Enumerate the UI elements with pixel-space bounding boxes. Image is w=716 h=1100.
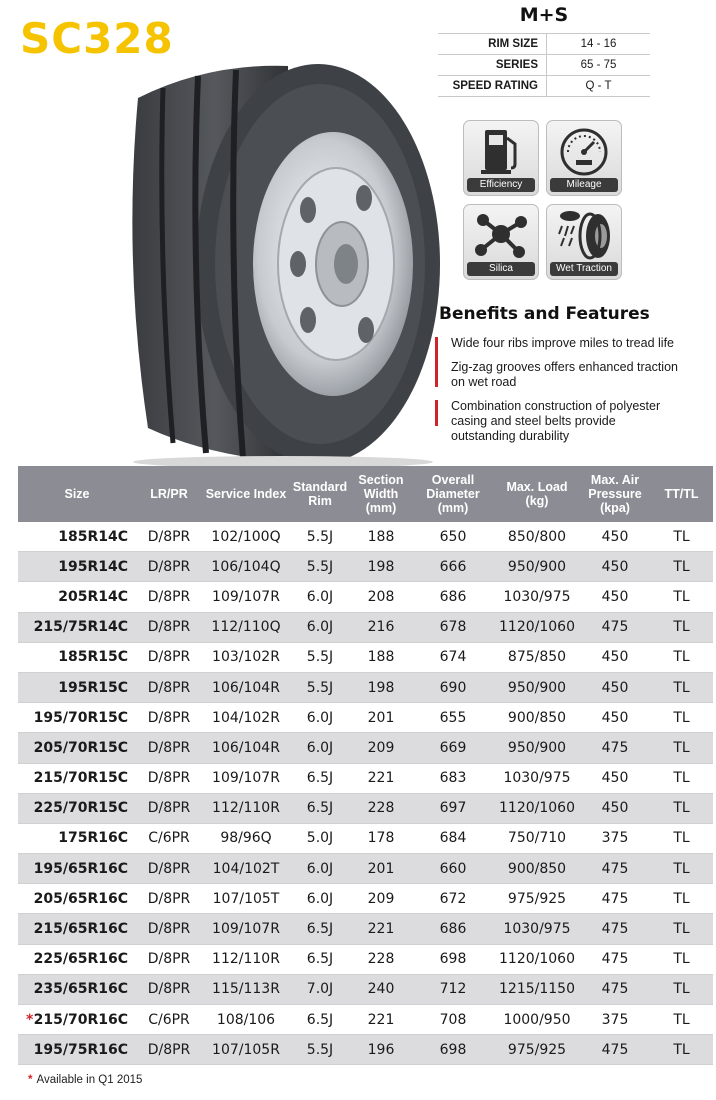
table-cell: 950/900 — [494, 552, 580, 582]
table-cell: 109/107R — [202, 763, 290, 793]
table-cell: 240 — [350, 974, 412, 1004]
column-header: TT/TL — [650, 466, 713, 522]
table-cell: 112/110Q — [202, 612, 290, 642]
table-cell: 666 — [412, 552, 494, 582]
table-cell: 221 — [350, 914, 412, 944]
table-cell: 6.5J — [290, 944, 350, 974]
table-cell: 5.5J — [290, 522, 350, 552]
column-header: Section Width (mm) — [350, 466, 412, 522]
size-cell — [18, 854, 136, 884]
table-row — [18, 884, 713, 914]
table-cell: 900/850 — [494, 854, 580, 884]
size-label: 195/70R15C — [33, 709, 128, 726]
table-cell: 475 — [580, 854, 650, 884]
table-cell: 6.0J — [290, 884, 350, 914]
table-cell: D/8PR — [136, 552, 202, 582]
table-cell: 103/102R — [202, 642, 290, 672]
table-cell: 196 — [350, 1035, 412, 1065]
size-cell — [18, 552, 136, 582]
table-cell: 655 — [412, 703, 494, 733]
table-cell: 6.0J — [290, 582, 350, 612]
table-cell: D/8PR — [136, 763, 202, 793]
table-row — [18, 733, 713, 763]
table-row — [18, 1005, 713, 1035]
table-cell: 686 — [412, 914, 494, 944]
table-cell: 375 — [580, 1005, 650, 1035]
table-cell: 975/925 — [494, 1035, 580, 1065]
size-cell — [18, 944, 136, 974]
table-cell: 6.0J — [290, 854, 350, 884]
spec-label: SERIES — [438, 55, 547, 76]
footnote-marker: * — [28, 1074, 33, 1086]
table-cell: 221 — [350, 1005, 412, 1035]
table-cell: 975/925 — [494, 884, 580, 914]
table-cell: TL — [650, 974, 713, 1004]
table-cell: D/8PR — [136, 854, 202, 884]
benefits-list — [435, 336, 680, 453]
table-cell: 104/102R — [202, 703, 290, 733]
table-cell: 1215/1150 — [494, 974, 580, 1004]
spec-value: 65 - 75 — [547, 55, 651, 76]
tire-image — [118, 58, 448, 470]
footnote — [28, 1074, 142, 1086]
table-cell: D/8PR — [136, 733, 202, 763]
table-cell: TL — [650, 672, 713, 702]
size-label: 185R15C — [58, 649, 128, 666]
table-cell: 109/107R — [202, 914, 290, 944]
table-cell: D/8PR — [136, 1035, 202, 1065]
size-label: 195/65R16C — [33, 860, 128, 877]
size-cell — [18, 1035, 136, 1065]
spec-title: M+S — [519, 4, 569, 26]
table-cell: 1120/1060 — [494, 612, 580, 642]
table-cell: TL — [650, 522, 713, 552]
spec-row — [438, 76, 650, 97]
table-cell: 672 — [412, 884, 494, 914]
table-cell: 475 — [580, 914, 650, 944]
table-cell: 697 — [412, 793, 494, 823]
list-item: Zig-zag grooves offers enhanced traction on wet road — [435, 360, 680, 390]
table-cell: D/8PR — [136, 793, 202, 823]
column-header: Size — [18, 466, 136, 522]
table-cell: TL — [650, 703, 713, 733]
badge-label: Efficiency — [467, 178, 535, 192]
size-cell — [18, 823, 136, 853]
table-cell: 450 — [580, 703, 650, 733]
table-cell: 475 — [580, 974, 650, 1004]
spec-row — [438, 34, 650, 55]
table-cell: TL — [650, 1005, 713, 1035]
benefits-title: Benefits and Features — [439, 304, 650, 324]
table-cell: 684 — [412, 823, 494, 853]
table-cell: 5.5J — [290, 1035, 350, 1065]
table-cell: 6.5J — [290, 793, 350, 823]
spec-value: 14 - 16 — [547, 34, 651, 55]
table-body — [18, 522, 713, 1065]
table-cell: 690 — [412, 672, 494, 702]
size-label: 175R16C — [58, 830, 128, 847]
table-row — [18, 823, 713, 853]
table-cell: 450 — [580, 642, 650, 672]
size-label: 205/65R16C — [33, 890, 128, 907]
column-header: Max. Load (kg) — [494, 466, 580, 522]
size-label: 215/75R14C — [33, 619, 128, 636]
spec-label: SPEED RATING — [438, 76, 547, 97]
table-cell: 475 — [580, 944, 650, 974]
table-cell: 6.0J — [290, 612, 350, 642]
table-cell: 1000/950 — [494, 1005, 580, 1035]
table-cell: 5.5J — [290, 672, 350, 702]
table-cell: 6.5J — [290, 1005, 350, 1035]
table-row — [18, 793, 713, 823]
table-cell: 221 — [350, 763, 412, 793]
size-label: 225/65R16C — [33, 951, 128, 968]
table-cell: TL — [650, 612, 713, 642]
table-row — [18, 552, 713, 582]
table-cell: 900/850 — [494, 703, 580, 733]
table-cell: 107/105R — [202, 1035, 290, 1065]
table-cell: D/8PR — [136, 582, 202, 612]
table-row — [18, 582, 713, 612]
table-cell: D/8PR — [136, 612, 202, 642]
badge-silica — [463, 204, 539, 280]
badge-wet-traction — [546, 204, 622, 280]
footnote-text: Available in Q1 2015 — [36, 1074, 143, 1086]
table-cell: 475 — [580, 1035, 650, 1065]
table-cell: TL — [650, 582, 713, 612]
table-cell: C/6PR — [136, 1005, 202, 1035]
table-header-row — [18, 466, 713, 522]
size-cell — [18, 914, 136, 944]
table-cell: 7.0J — [290, 974, 350, 1004]
size-cell — [18, 582, 136, 612]
table-cell: D/8PR — [136, 642, 202, 672]
table-cell: 950/900 — [494, 733, 580, 763]
table-cell: 669 — [412, 733, 494, 763]
table-cell: 875/850 — [494, 642, 580, 672]
size-label: 205R14C — [58, 588, 128, 605]
table-cell: 104/102T — [202, 854, 290, 884]
table-cell: 850/800 — [494, 522, 580, 552]
table-cell: 228 — [350, 793, 412, 823]
table-cell: 6.0J — [290, 703, 350, 733]
size-label: 215/70R16C — [33, 1011, 128, 1028]
column-header: Overall Diameter (mm) — [412, 466, 494, 522]
size-label: 195R15C — [58, 679, 128, 696]
table-cell: 1120/1060 — [494, 944, 580, 974]
table-cell: 450 — [580, 793, 650, 823]
table-cell: 750/710 — [494, 823, 580, 853]
table-cell: 6.5J — [290, 763, 350, 793]
spec-row — [438, 55, 650, 76]
table-cell: 475 — [580, 733, 650, 763]
table-row — [18, 944, 713, 974]
table-cell: 5.5J — [290, 642, 350, 672]
table-cell: 698 — [412, 1035, 494, 1065]
table-cell: 209 — [350, 733, 412, 763]
table-cell: D/8PR — [136, 974, 202, 1004]
table-row — [18, 914, 713, 944]
table-cell: 209 — [350, 884, 412, 914]
table-cell: TL — [650, 733, 713, 763]
table-cell: 475 — [580, 612, 650, 642]
table-cell: 102/100Q — [202, 522, 290, 552]
badge-label: Mileage — [550, 178, 618, 192]
badge-label: Silica — [467, 262, 535, 276]
table-cell: 98/96Q — [202, 823, 290, 853]
table-cell: 188 — [350, 522, 412, 552]
table-cell: D/8PR — [136, 672, 202, 702]
size-cell — [18, 733, 136, 763]
table-cell: TL — [650, 642, 713, 672]
table-cell: TL — [650, 914, 713, 944]
table-row — [18, 1035, 713, 1065]
table-cell: 712 — [412, 974, 494, 1004]
size-label: 185R14C — [58, 528, 128, 545]
column-header: Standard Rim — [290, 466, 350, 522]
table-cell: 5.5J — [290, 552, 350, 582]
table-cell: 1120/1060 — [494, 793, 580, 823]
column-header: Max. Air Pressure (kpa) — [580, 466, 650, 522]
table-cell: 228 — [350, 944, 412, 974]
model-title: SC328 — [20, 14, 174, 63]
table-cell: TL — [650, 944, 713, 974]
table-cell: 1030/975 — [494, 582, 580, 612]
size-cell — [18, 672, 136, 702]
table-cell: 450 — [580, 522, 650, 552]
table-cell: D/8PR — [136, 522, 202, 552]
size-cell — [18, 763, 136, 793]
table-cell: 106/104Q — [202, 552, 290, 582]
badge-label: Wet Traction — [550, 262, 618, 276]
size-label: 225/70R15C — [33, 800, 128, 817]
table-cell: 198 — [350, 552, 412, 582]
badge-efficiency — [463, 120, 539, 196]
table-cell: 201 — [350, 703, 412, 733]
table-cell: 198 — [350, 672, 412, 702]
table-cell: 683 — [412, 763, 494, 793]
size-cell — [18, 974, 136, 1004]
table-cell: 112/110R — [202, 793, 290, 823]
table-cell: 208 — [350, 582, 412, 612]
size-label: 235/65R16C — [33, 981, 128, 998]
table-cell: 201 — [350, 854, 412, 884]
table-cell: D/8PR — [136, 944, 202, 974]
table-cell: 450 — [580, 552, 650, 582]
spec-label: RIM SIZE — [438, 34, 547, 55]
table-cell: 475 — [580, 884, 650, 914]
badge-mileage — [546, 120, 622, 196]
table-row — [18, 522, 713, 552]
size-label: 195R14C — [58, 558, 128, 575]
table-cell: TL — [650, 793, 713, 823]
size-cell — [18, 793, 136, 823]
size-label: 215/70R15C — [33, 770, 128, 787]
table-cell: 450 — [580, 672, 650, 702]
table-cell: 450 — [580, 763, 650, 793]
table-cell: 686 — [412, 582, 494, 612]
list-item: Combination construction of polyester casing and steel belts provide outstanding durability — [435, 399, 680, 444]
table-row — [18, 612, 713, 642]
size-label: 195/75R16C — [33, 1041, 128, 1058]
table-cell: 6.5J — [290, 914, 350, 944]
spec-table — [438, 33, 650, 97]
table-cell: 650 — [412, 522, 494, 552]
size-table — [18, 466, 713, 1065]
table-cell: TL — [650, 854, 713, 884]
table-row — [18, 703, 713, 733]
availability-star-icon: * — [26, 1011, 34, 1028]
size-label: 215/65R16C — [33, 921, 128, 938]
column-header: LR/PR — [136, 466, 202, 522]
table-cell: 450 — [580, 582, 650, 612]
table-row — [18, 974, 713, 1004]
table-cell: 375 — [580, 823, 650, 853]
table-cell: TL — [650, 1035, 713, 1065]
size-cell — [18, 1005, 136, 1035]
table-cell: TL — [650, 823, 713, 853]
table-cell: 950/900 — [494, 672, 580, 702]
size-cell — [18, 522, 136, 552]
size-cell — [18, 703, 136, 733]
table-cell: 5.0J — [290, 823, 350, 853]
size-cell — [18, 642, 136, 672]
table-cell: 708 — [412, 1005, 494, 1035]
table-cell: 112/110R — [202, 944, 290, 974]
table-cell: 188 — [350, 642, 412, 672]
table-cell: 115/113R — [202, 974, 290, 1004]
list-item: Wide four ribs improve miles to tread life — [435, 336, 680, 351]
size-cell — [18, 612, 136, 642]
column-header: Service Index — [202, 466, 290, 522]
spec-value: Q - T — [547, 76, 651, 97]
table-cell: 698 — [412, 944, 494, 974]
table-row — [18, 763, 713, 793]
table-cell: 674 — [412, 642, 494, 672]
table-row — [18, 642, 713, 672]
table-cell: 107/105T — [202, 884, 290, 914]
size-label: 205/70R15C — [33, 739, 128, 756]
table-cell: 660 — [412, 854, 494, 884]
table-row — [18, 672, 713, 702]
table-cell: 1030/975 — [494, 763, 580, 793]
table-cell: D/8PR — [136, 914, 202, 944]
table-cell: 109/107R — [202, 582, 290, 612]
table-cell: 178 — [350, 823, 412, 853]
table-cell: TL — [650, 884, 713, 914]
table-cell: 106/104R — [202, 672, 290, 702]
size-cell — [18, 884, 136, 914]
table-cell: TL — [650, 763, 713, 793]
table-row — [18, 854, 713, 884]
table-cell: D/8PR — [136, 884, 202, 914]
table-cell: 216 — [350, 612, 412, 642]
table-cell: 6.0J — [290, 733, 350, 763]
table-cell: 1030/975 — [494, 914, 580, 944]
table-cell: 106/104R — [202, 733, 290, 763]
tire-icon — [118, 58, 448, 470]
table-cell: TL — [650, 552, 713, 582]
table-cell: 108/106 — [202, 1005, 290, 1035]
table-cell: C/6PR — [136, 823, 202, 853]
table-cell: 678 — [412, 612, 494, 642]
table-cell: D/8PR — [136, 703, 202, 733]
